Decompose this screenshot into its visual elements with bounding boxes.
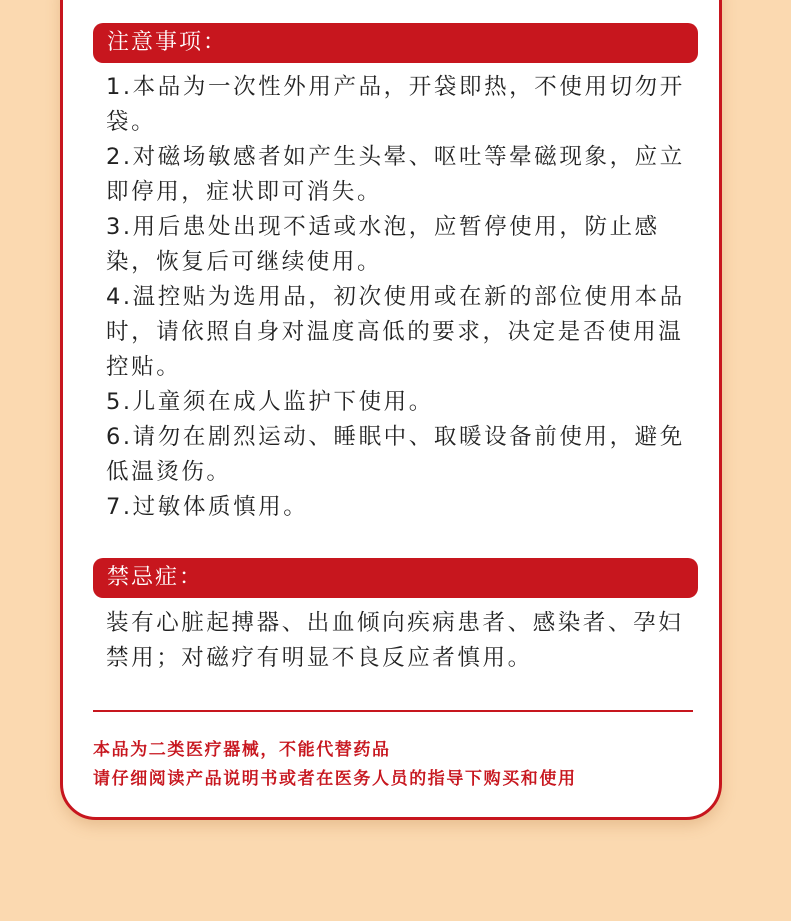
contraindications-header: 禁忌症：: [93, 558, 698, 598]
precaution-item-1: 1.本品为一次性外用产品，开袋即热，不使用切勿开袋。: [106, 74, 685, 135]
precaution-item-6: 6.请勿在剧烈运动、睡眠中、取暖设备前使用，避免低温烫伤。: [106, 424, 685, 485]
precaution-item-4: 4.温控贴为选用品，初次使用或在新的部位使用本品时，请依照自身对温度高低的要求，决定是否使用温控贴。: [106, 284, 685, 380]
precaution-item-7: 7.过敏体质慎用。: [106, 494, 309, 520]
precautions-list: [106, 70, 700, 525]
disclaimer-line-2: 请仔细阅读产品说明书或者在医务人员的指导下购买和使用: [93, 769, 577, 789]
precaution-item-2: 2.对磁场敏感者如产生头晕、呕吐等晕磁现象，应立即停用，症状即可消失。: [106, 144, 685, 205]
precaution-item-3: 3.用后患处出现不适或水泡，应暂停使用，防止感染，恢复后可继续使用。: [106, 214, 660, 275]
precautions-header: 注意事项：: [93, 23, 698, 63]
disclaimer-line-1: 本品为二类医疗器械，不能代替药品: [93, 740, 391, 760]
contraindications-text: 装有心脏起搏器、出血倾向疾病患者、感染者、孕妇禁用；对磁疗有明显不良反应者慎用。: [106, 610, 684, 671]
divider: [93, 710, 693, 712]
precaution-item-5: 5.儿童须在成人监护下使用。: [106, 389, 434, 415]
